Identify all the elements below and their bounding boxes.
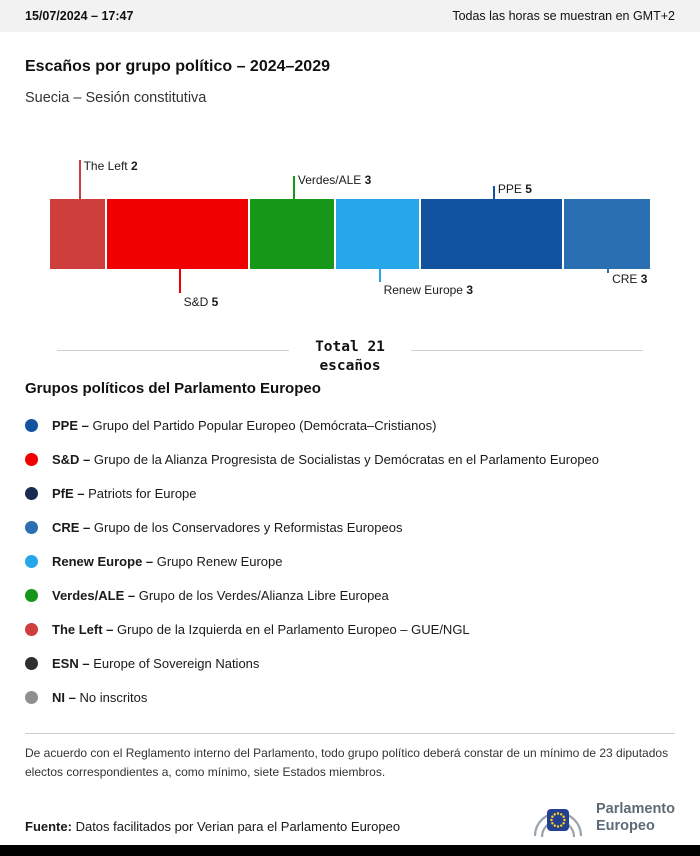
- legend-item: [25, 443, 675, 477]
- callout-label-renew-europe: Renew Europe 3: [383, 283, 473, 297]
- legend-item-label: CRE – Grupo de los Conservadores y Reformistas Europeos: [52, 520, 403, 536]
- group-color-dot: [25, 521, 38, 534]
- ep-hemicycle-icon: [530, 798, 586, 838]
- group-color-dot: [25, 589, 38, 602]
- callout-label-verdes-ale: Verdes/ALE 3: [297, 173, 372, 187]
- legend-item-label: The Left – Grupo de la Izquierda en el Parlamento Europeo – GUE/NGL: [52, 622, 470, 638]
- total-line2: escaños: [319, 357, 381, 374]
- bar-segment-verdes-ale: [250, 199, 334, 269]
- legend-item: [25, 511, 675, 545]
- legend-item-label: ESN – Europe of Sovereign Nations: [52, 656, 260, 672]
- legend-item-label: PfE – Patriots for Europe: [52, 486, 197, 502]
- group-color-dot: [25, 487, 38, 500]
- source-line: [25, 819, 400, 834]
- top-bar: [0, 0, 700, 32]
- timezone-note: Todas las horas se muestran en GMT+2: [452, 9, 675, 23]
- legend-item-label: Verdes/ALE – Grupo de los Verdes/Alianza Libre Europea: [52, 588, 389, 604]
- group-color-dot: [25, 453, 38, 466]
- legend-item: [25, 409, 675, 443]
- callout-label-cre: CRE 3: [612, 272, 648, 286]
- source-text: Datos facilitados por Verian para el Parlamento Europeo: [75, 819, 401, 835]
- total-row: [0, 338, 700, 376]
- callout-line-the-left: [79, 160, 81, 199]
- legend-item: [25, 477, 675, 511]
- total-line1: Total 21: [315, 339, 385, 355]
- callout-line-cre: [607, 269, 609, 273]
- page-subtitle: Suecia – Sesión constitutiva: [25, 90, 207, 106]
- footer: [25, 798, 675, 838]
- legend-item-label: Renew Europe – Grupo Renew Europe: [52, 554, 283, 570]
- rules-note: De acuerdo con el Reglamento interno del Parlamento, todo grupo político deberá constar de un mínimo de 23 diputados electos correspondientes a, como mínimo, siete Estados miembros.: [25, 745, 669, 779]
- group-color-dot: [25, 623, 38, 636]
- legend-item: [25, 647, 675, 681]
- legend-item-label: S&D – Grupo de la Alianza Progresista de Socialistas y Demócratas en el Parlamento Europeo: [52, 452, 600, 468]
- legend-item: [25, 579, 675, 613]
- callout-line-verdes-ale: [293, 176, 295, 199]
- bar-segment-s-d: [107, 199, 248, 269]
- legend-item-label: PPE – Grupo del Partido Popular Europeo (Demócrata–Cristianos): [52, 418, 437, 434]
- group-color-dot: [25, 419, 38, 432]
- ep-logo-text-line1: Parlamento: [596, 801, 675, 818]
- source-label: Fuente:: [25, 819, 72, 835]
- group-color-dot: [25, 657, 38, 670]
- seats-chart: [0, 156, 700, 314]
- callout-line-s-d: [179, 269, 181, 293]
- group-color-dot: [25, 691, 38, 704]
- callout-line-renew-europe: [379, 269, 381, 282]
- total-seats: [289, 338, 411, 376]
- legend-item-label: NI – No inscritos: [52, 690, 148, 706]
- bar-segment-cre: [564, 199, 650, 269]
- ep-logo-text: [596, 801, 675, 834]
- divider: [25, 733, 675, 734]
- legend-item: [25, 681, 675, 715]
- bar-segment-renew-europe: [336, 199, 420, 269]
- group-color-dot: [25, 555, 38, 568]
- bottom-bar: [0, 845, 700, 856]
- datetime: 15/07/2024 – 17:47: [25, 9, 134, 23]
- bar-segment-the-left: [50, 199, 105, 269]
- main-content: [0, 58, 700, 838]
- total-rule-left: [57, 350, 289, 351]
- callout-line-ppe: [493, 186, 495, 199]
- legend-list: [25, 409, 675, 715]
- legend-item: [25, 613, 675, 647]
- ep-logo[interactable]: [530, 798, 675, 838]
- ep-logo-text-line2: Europeo: [596, 818, 655, 835]
- callout-label-ppe: PPE 5: [497, 182, 532, 196]
- callout-label-the-left: The Left 2: [83, 159, 138, 173]
- page-title: Escaños por grupo político – 2024–2029: [25, 58, 330, 75]
- total-rule-right: [411, 350, 643, 351]
- callout-label-s-d: S&D 5: [183, 295, 219, 309]
- legend-heading: Grupos políticos del Parlamento Europeo: [25, 379, 321, 397]
- bar-segment-ppe: [421, 199, 562, 269]
- legend-item: [25, 545, 675, 579]
